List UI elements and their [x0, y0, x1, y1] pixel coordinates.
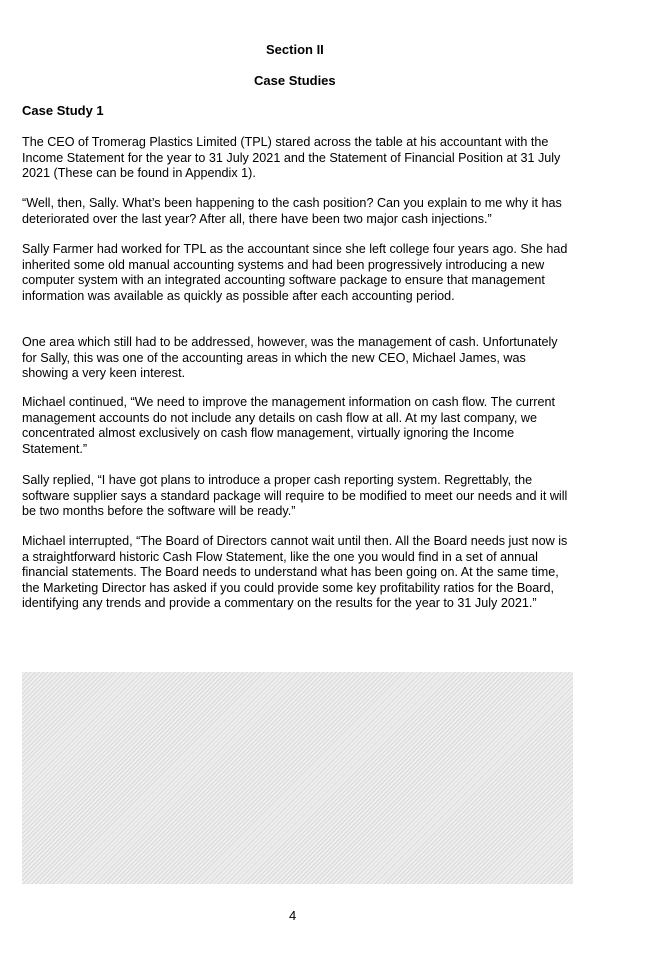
paragraph: “Well, then, Sally. What’s been happening to the cash position? Can you explain to me why it has deteriorated over the last year? After all, there have been two major cash injections.”	[22, 196, 562, 226]
section-title: Section II	[266, 42, 324, 57]
case-study-title: Case Study 1	[22, 103, 104, 118]
paragraph: Sally replied, “I have got plans to introduce a proper cash reporting system. Regrettably, the software supplier says a standard package will require to be modified to meet our needs and it will be two months before the software will be ready.”	[22, 473, 568, 519]
case-studies-title: Case Studies	[254, 73, 336, 88]
paragraph: Sally Farmer had worked for TPL as the accountant since she left college four years ago. She had inherited some old manual accounting systems and had been progressively introducing a new computer system with an integrated accounting software package to ensure that management information was available as quickly as possible after each accounting period.	[22, 242, 568, 303]
paragraph: The CEO of Tromerag Plastics Limited (TPL) stared across the table at his accountant with the Income Statement for the year to 31 July 2021 and the Statement of Financial Position at 31 July 2021 (These can be found in Appendix 1).	[22, 135, 561, 181]
page-number: 4	[289, 908, 297, 923]
paragraph: Michael interrupted, “The Board of Directors cannot wait until then. All the Board needs just now is a straightforward historic Cash Flow Statement, like the one you would find in a set of annual financial statements. The Board needs to understand what has been going on. At the same time, the Marketing Director has asked if you could provide some key profitability ratios for the Board, identifying any trends and provide a commentary on the results for the year to 31 July 2021.”	[22, 534, 568, 611]
paragraph: One area which still had to be addressed, however, was the management of cash. Unfortunately for Sally, this was one of the accounting areas in which the new CEO, Michael James, was showing a very keen interest.	[22, 335, 558, 381]
hatched-placeholder-box	[22, 672, 573, 884]
paragraph: Michael continued, “We need to improve the management information on cash flow. The current management accounts do not include any details on cash flow at all. At my last company, we concentrated almost exclusively on cash flow management, virtually ignoring the Income Statement.”	[22, 395, 555, 456]
